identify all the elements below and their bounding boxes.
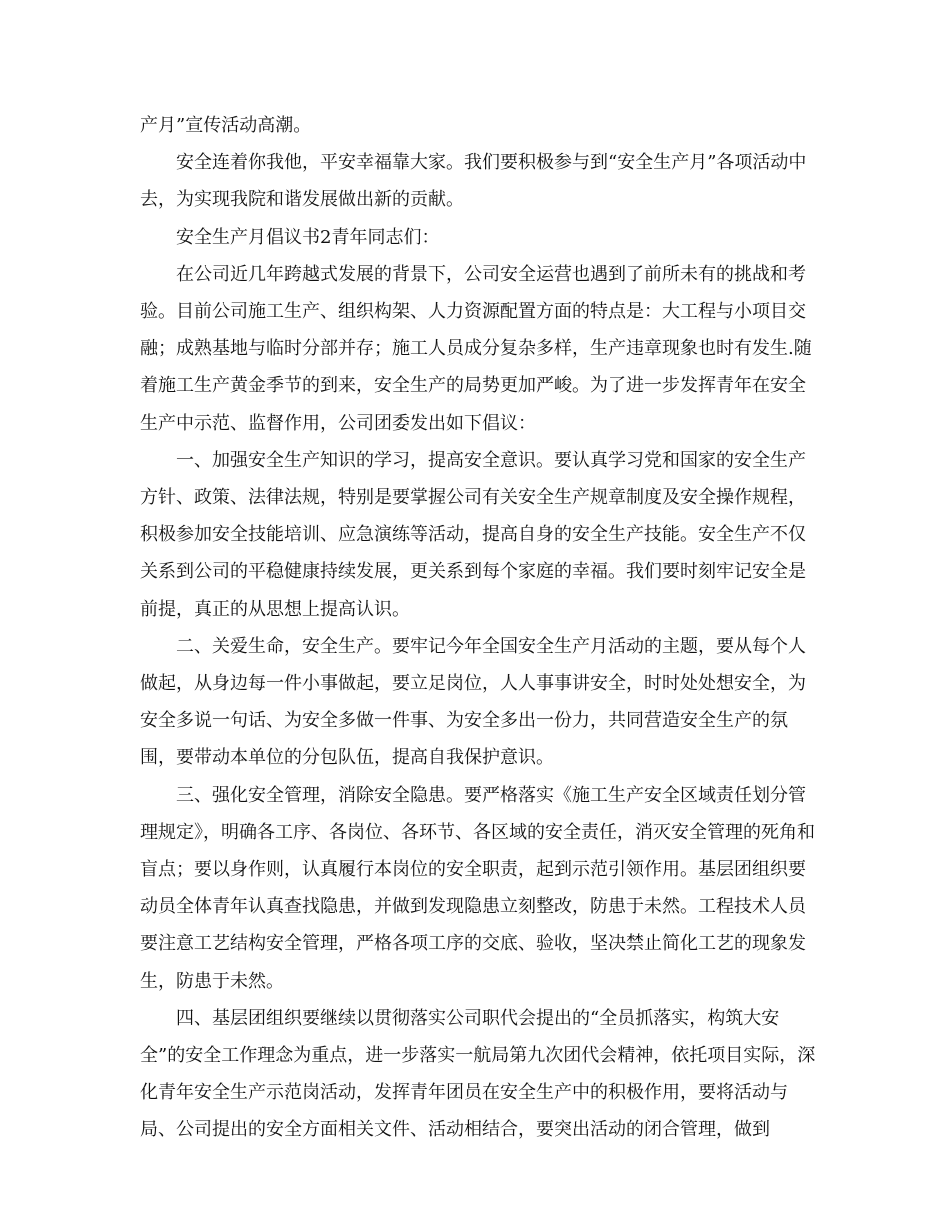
paragraph-6: 二、关爱生命，安全生产。要牢记今年全国安全生产月活动的主题，要从每个人做起，从身边每一件小事做起，要立足岗位，人人事事讲安全，时时处处想安全，为安全多说一句话、为安全多做一件事、为安全多出一份力，共同营造安全生产的氛围，要带动本单位的分包队伍，提高自我保护意识。 — [140, 635, 806, 769]
paragraph-4: 在公司近几年跨越式发展的背景下，公司安全运营也遇到了前所未有的挑战和考验。目前公司施工生产、组织构架、人力资源配置方面的特点是：大工程与小项目交融；成熟基地与临时分部并存；施工人员成分复杂多样，生产违章现象也时有发生.随着施工生产黄金季节的到来，安全生产的局势更加严峻。为了进一步发挥青年在安全生产中示范、监督作用，公司团委发出如下倡议： — [140, 263, 812, 434]
paragraph-3: 安全生产月倡议书2青年同志们： — [176, 226, 440, 248]
paragraph-1: 产月”宣传活动高潮。 — [140, 115, 312, 136]
paragraph-5: 一、加强安全生产知识的学习，提高安全意识。要认真学习党和国家的安全生产方针、政策、法律法规，特别是要掌握公司有关安全生产规章制度及安全操作规程，积极参加安全技能培训、应急演练等活动，提高自身的安全生产技能。安全生产不仅关系到公司的平稳健康持续发展，更关系到每个家庭的幸福。我们要时刻牢记安全是前提，真正的从思想上提高认识。 — [140, 449, 806, 620]
paragraph-2: 安全连着你我他，平安幸福靠大家。我们要积极参与到“安全生产月”各项活动中去，为实现我院和谐发展做出新的贡献。 — [140, 152, 807, 211]
paragraph-8: 四、基层团组织要继续以贯彻落实公司职代会提出的“全员抓落实，构筑大安全”的安全工作理念为重点，进一步落实一航局第九次团代会精神，依托项目实际，深化青年安全生产示范岗活动，发挥青年团员在安全生产中的积极作用，要将活动与局、公司提出的安全方面相关文件、活动相结合，要突出活动的闭合管理，做到 — [140, 1007, 816, 1141]
paragraph-7: 三、强化安全管理，消除安全隐患。要严格落实《施工生产安全区域责任划分管理规定》，明确各工序、各岗位、各环节、各区域的安全责任，消灭安全管理的死角和盲点；要以身作则，认真履行本岗位的安全职责，起到示范引领作用。基层团组织要动员全体青年认真查找隐患，并做到发现隐患立刻整改，防患于未然。工程技术人员要注意工艺结构安全管理，严格各项工序的交底、验收，坚决禁止简化工艺的现象发生，防患于未然。 — [140, 784, 815, 992]
document-body — [140, 107, 823, 1149]
